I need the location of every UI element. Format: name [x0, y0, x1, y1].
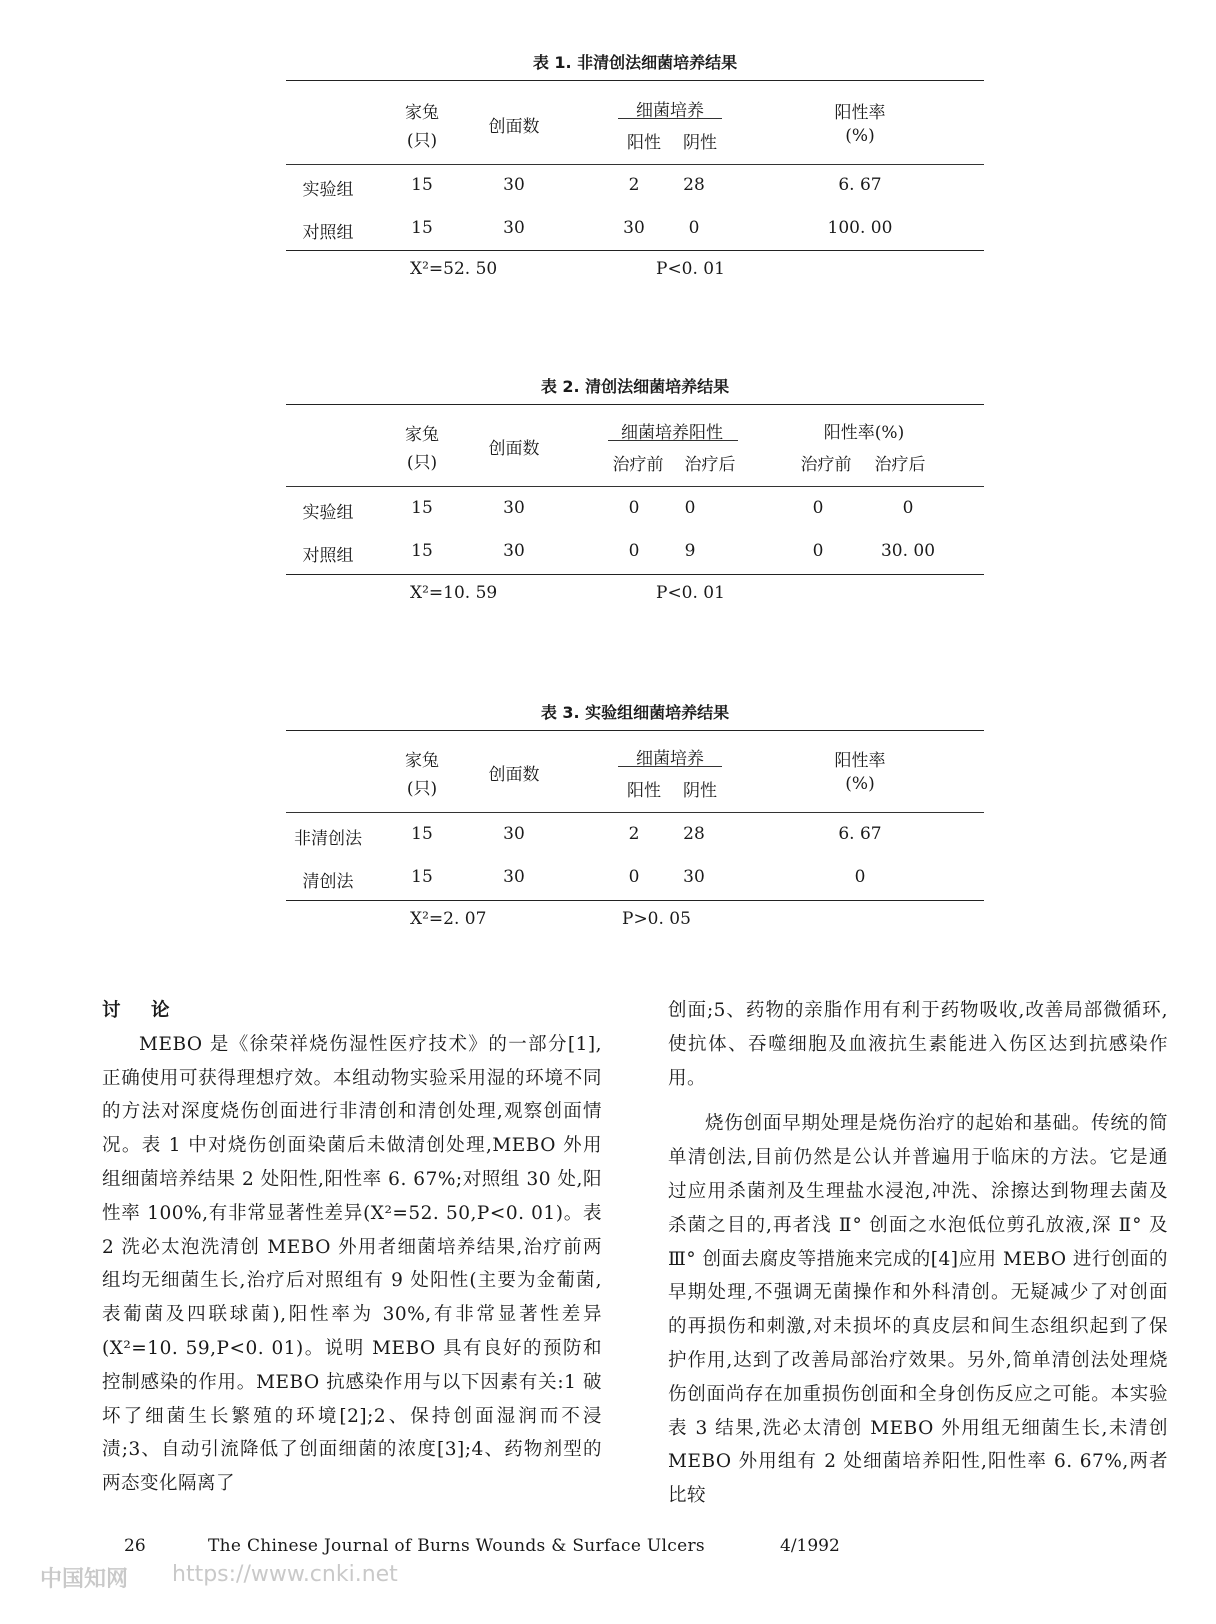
- header-rule: [286, 486, 984, 487]
- header-rabbits-unit: (只): [406, 453, 438, 473]
- header-rate: 阳性率: [834, 751, 886, 771]
- cell-wounds: 30: [503, 541, 525, 561]
- cnki-logo: 中国知网: [40, 1567, 129, 1592]
- header-rabbits: 家兔: [405, 751, 439, 771]
- table-2: [286, 374, 984, 614]
- header-culture: 细菌培养: [636, 101, 704, 121]
- header-rate-unit: (%): [845, 126, 875, 146]
- header-before: 治疗前: [612, 455, 664, 475]
- row-label: 实验组: [302, 503, 354, 523]
- p-value: P>0. 05: [622, 909, 691, 929]
- header-wounds: 创面数: [488, 439, 540, 459]
- table-1: [286, 50, 984, 290]
- cell-rate-after: 30. 00: [880, 541, 936, 561]
- header-rabbits: 家兔: [405, 103, 439, 123]
- discussion-section: [0, 994, 1216, 1534]
- p-value: P<0. 01: [656, 583, 725, 603]
- header-rabbits: 家兔: [405, 425, 439, 445]
- top-rule: [286, 404, 984, 405]
- header-culture-positive: 细菌培养阳性: [621, 423, 723, 443]
- cell-rabbits: 15: [411, 175, 433, 195]
- cell-rabbits: 15: [411, 498, 433, 518]
- cell-rate-before: 0: [812, 541, 824, 561]
- cell-rate-after: 0: [902, 498, 914, 518]
- journal-name: The Chinese Journal of Burns Wounds & Surface Ulcers: [208, 1536, 705, 1556]
- header-rate-after: 治疗后: [874, 455, 926, 475]
- header-wounds: 创面数: [488, 117, 540, 137]
- table-title: 表 2. 清创法细菌培养结果: [540, 377, 730, 396]
- cell-wounds: 30: [503, 498, 525, 518]
- header-negative: 阴性: [683, 781, 717, 801]
- header-wounds: 创面数: [488, 765, 540, 785]
- paragraph: 烧伤创面早期处理是烧伤治疗的起始和基础。传统的简单清创法,目前仍然是公认并普遍用于临床的方法。它是通过应用杀菌剂及生理盐水浸泡,冲洗、涂擦达到物理去菌及杀菌之目的,再者浅 Ⅱ° 创面之水泡低位剪孔放液,深 Ⅱ° 及 Ⅲ° 创面去腐皮等措施来完成的[4]应用 MEBO 进行创面的早期处理,不强调无菌操作和外科清创。无疑减少了对创面的再损伤和刺激,对未损坏的真皮层和间生态组织起到了保护作用,达到了改善局部治疗效果。另外,简单清创法处理烧伤创面尚存在加重损伤创面和全身创伤反应之可能。本实验表 3 结果,洗必太清创 MEBO 外用组无细菌生长,未清创 MEBO 外用组有 2 处细菌培养阳性,阳性率 6. 67%,两者比较: [668, 1113, 1168, 1507]
- cnki-url[interactable]: https://www.cnki.net: [172, 1562, 398, 1587]
- cell-after: 0: [684, 498, 696, 518]
- header-rabbits-unit: (只): [406, 131, 438, 151]
- cell-negative: 0: [688, 218, 700, 238]
- row-label: 对照组: [302, 546, 354, 566]
- cell-rate-before: 0: [812, 498, 824, 518]
- section-heading: 讨 论: [102, 1000, 182, 1021]
- cell-wounds: 30: [503, 824, 525, 844]
- cell-positive: 0: [628, 867, 640, 887]
- bottom-rule: [286, 900, 984, 901]
- row-label: 非清创法: [294, 829, 362, 849]
- group-underline: [608, 440, 738, 441]
- row-label: 对照组: [302, 223, 354, 243]
- paragraph: 创面;5、药物的亲脂作用有利于药物吸收,改善局部微循环,使抗体、吞噬细胞及血液抗生素能进入伤区达到抗感染作用。: [668, 1000, 1168, 1089]
- header-rabbits-unit: (只): [406, 779, 438, 799]
- cell-negative: 30: [683, 867, 705, 887]
- cell-rabbits: 15: [411, 867, 433, 887]
- cell-wounds: 30: [503, 867, 525, 887]
- chi-square: X²=52. 50: [410, 259, 498, 279]
- cell-before: 0: [628, 541, 640, 561]
- issue-date: 4/1992: [780, 1536, 840, 1556]
- cell-after: 9: [684, 541, 696, 561]
- header-rate: 阳性率(%): [823, 423, 905, 443]
- page-number: 26: [124, 1536, 146, 1556]
- group-underline: [618, 118, 722, 119]
- right-column: [668, 994, 1168, 1513]
- header-after: 治疗后: [684, 455, 736, 475]
- row-label: 清创法: [302, 872, 354, 892]
- group-underline: [618, 766, 722, 767]
- header-rate-unit: (%): [845, 774, 875, 794]
- p-value: P<0. 01: [656, 259, 725, 279]
- header-culture: 细菌培养: [636, 749, 704, 769]
- cell-negative: 28: [683, 175, 705, 195]
- table-3: [286, 700, 984, 940]
- header-rate-before: 治疗前: [800, 455, 852, 475]
- header-rule: [286, 164, 984, 165]
- table-title: 表 3. 实验组细菌培养结果: [540, 703, 730, 722]
- cell-before: 0: [628, 498, 640, 518]
- left-column: [102, 994, 602, 1501]
- cell-rate: 0: [854, 867, 866, 887]
- header-positive: 阳性: [627, 133, 661, 153]
- cell-rabbits: 15: [411, 541, 433, 561]
- cell-positive: 30: [623, 218, 645, 238]
- cell-rabbits: 15: [411, 824, 433, 844]
- top-rule: [286, 730, 984, 731]
- top-rule: [286, 80, 984, 81]
- cell-rate: 6. 67: [838, 175, 882, 195]
- bottom-rule: [286, 250, 984, 251]
- header-rule: [286, 812, 984, 813]
- header-rate: 阳性率: [834, 103, 886, 123]
- cell-negative: 28: [683, 824, 705, 844]
- cell-rate: 100. 00: [827, 218, 893, 238]
- chi-square: X²=2. 07: [410, 909, 487, 929]
- bottom-rule: [286, 574, 984, 575]
- chi-square: X²=10. 59: [410, 583, 498, 603]
- header-negative: 阴性: [683, 133, 717, 153]
- table-title: 表 1. 非清创法细菌培养结果: [532, 53, 738, 72]
- cell-rate: 6. 67: [838, 824, 882, 844]
- cell-positive: 2: [628, 824, 640, 844]
- row-label: 实验组: [302, 180, 354, 200]
- paragraph: MEBO 是《徐荣祥烧伤湿性医疗技术》的一部分[1],正确使用可获得理想疗效。本组动物实验采用湿的环境不同的方法对深度烧伤创面进行非清创和清创处理,观察创面情况。表 1 中对烧伤创面染菌后未做清创处理,MEBO 外用组细菌培养结果 2 处阳性,阳性率 6. 67%;对照组 30 处,阳性率 100%,有非常显著性差异(X²=52. 50,P<0. 01)。表 2 洗必太泡洗清创 MEBO 外用者细菌培养结果,治疗前两组均无细菌生长,治疗后对照组有 9 处阳性(主要为金葡菌,表葡菌及四联球菌),阳性率为 30%,有非常显著性差异(X²=10. 59,P<0. 01)。说明 MEBO 具有良好的预防和控制感染的作用。MEBO 抗感染作用与以下因素有关:1 破坏了细菌生长繁殖的环境[2];2、保持创面湿润而不浸渍;3、自动引流降低了创面细菌的浓度[3];4、药物剂型的两态变化隔离了: [102, 1033, 602, 1495]
- cell-positive: 2: [628, 175, 640, 195]
- cell-wounds: 30: [503, 175, 525, 195]
- cell-wounds: 30: [503, 218, 525, 238]
- header-positive: 阳性: [627, 781, 661, 801]
- cell-rabbits: 15: [411, 218, 433, 238]
